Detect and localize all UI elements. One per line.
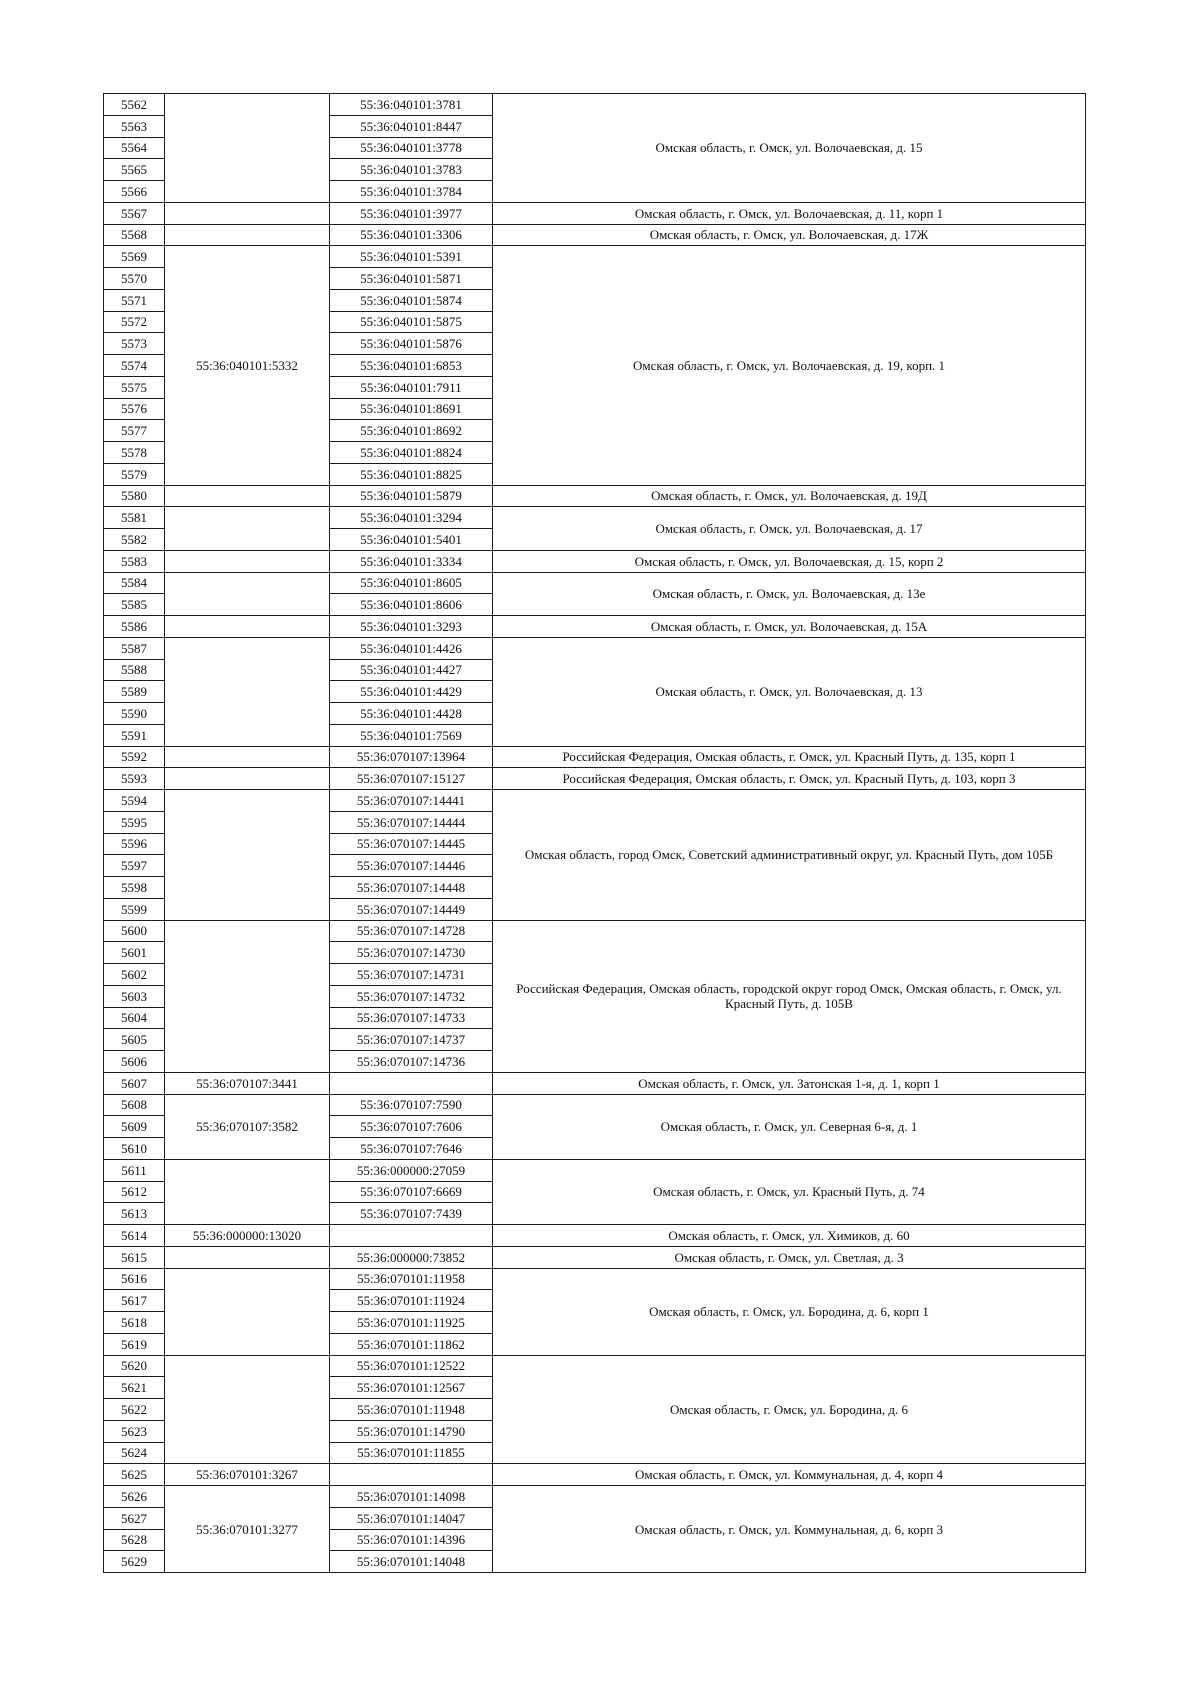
- address: Омская область, г. Омск, ул. Волочаевская, д. 15, корп 2: [493, 550, 1086, 572]
- row-number: 5601: [104, 942, 165, 964]
- table-row: [104, 224, 1086, 246]
- row-number: 5611: [104, 1159, 165, 1181]
- row-number: 5575: [104, 376, 165, 398]
- cadastral-number: 55:36:070107:14448: [330, 877, 493, 899]
- row-number: 5573: [104, 333, 165, 355]
- cadastral-number: 55:36:070107:14736: [330, 1051, 493, 1073]
- cadastral-number: 55:36:070107:14441: [330, 790, 493, 812]
- cadastral-number: 55:36:040101:3781: [330, 94, 493, 116]
- address: Омская область, г. Омск, ул. Затонская 1-я, д. 1, корп 1: [493, 1072, 1086, 1094]
- row-number: 5625: [104, 1464, 165, 1486]
- row-number: 5600: [104, 920, 165, 942]
- table-row: [104, 202, 1086, 224]
- cadastral-number: 55:36:070101:11855: [330, 1442, 493, 1464]
- row-number: 5583: [104, 550, 165, 572]
- row-number: 5622: [104, 1399, 165, 1421]
- cadastral-number: 55:36:000000:73852: [330, 1246, 493, 1268]
- cadastral-number: 55:36:070107:6669: [330, 1181, 493, 1203]
- cadastral-number: 55:36:040101:3293: [330, 616, 493, 638]
- row-number: 5580: [104, 485, 165, 507]
- row-number: 5612: [104, 1181, 165, 1203]
- cadastral-number: 55:36:070107:13964: [330, 746, 493, 768]
- cadastral-number: 55:36:000000:27059: [330, 1159, 493, 1181]
- row-number: 5574: [104, 355, 165, 377]
- cadastral-number: 55:36:040101:8692: [330, 420, 493, 442]
- cadastral-number: 55:36:070107:7606: [330, 1116, 493, 1138]
- cadastral-number: 55:36:040101:8691: [330, 398, 493, 420]
- cadastral-number: 55:36:040101:4428: [330, 703, 493, 725]
- cadastral-number: 55:36:040101:3334: [330, 550, 493, 572]
- parent-cadastral-number: [165, 1246, 330, 1268]
- row-number: 5610: [104, 1138, 165, 1160]
- address: Омская область, г. Омск, ул. Волочаевская, д. 19Д: [493, 485, 1086, 507]
- cadastral-number: 55:36:070101:14048: [330, 1551, 493, 1573]
- cadastral-number: 55:36:040101:4427: [330, 659, 493, 681]
- cadastral-number: 55:36:070101:14790: [330, 1420, 493, 1442]
- cadastral-number: 55:36:070101:11948: [330, 1399, 493, 1421]
- table-row: [104, 1268, 1086, 1290]
- parent-cadastral-number: [165, 94, 330, 203]
- row-number: 5620: [104, 1355, 165, 1377]
- row-number: 5608: [104, 1094, 165, 1116]
- row-number: 5584: [104, 572, 165, 594]
- row-number: 5616: [104, 1268, 165, 1290]
- cadastral-number: [330, 1072, 493, 1094]
- table-row: [104, 1225, 1086, 1247]
- table-row: [104, 746, 1086, 768]
- cadastral-number: 55:36:070107:14444: [330, 811, 493, 833]
- parent-cadastral-number: [165, 1159, 330, 1224]
- row-number: 5615: [104, 1246, 165, 1268]
- row-number: 5627: [104, 1507, 165, 1529]
- cadastral-number: 55:36:040101:3783: [330, 159, 493, 181]
- cadastral-number: 55:36:070107:14728: [330, 920, 493, 942]
- cadastral-number: 55:36:070107:7646: [330, 1138, 493, 1160]
- row-number: 5568: [104, 224, 165, 246]
- cadastral-number: 55:36:070101:11958: [330, 1268, 493, 1290]
- address: Омская область, г. Омск, ул. Волочаевская, д. 11, корп 1: [493, 202, 1086, 224]
- address: Омская область, г. Омск, ул. Волочаевская, д. 13: [493, 637, 1086, 746]
- table-row: [104, 550, 1086, 572]
- cadastral-number: 55:36:040101:5879: [330, 485, 493, 507]
- parent-cadastral-number: [165, 768, 330, 790]
- row-number: 5567: [104, 202, 165, 224]
- cadastral-number: 55:36:040101:8825: [330, 463, 493, 485]
- row-number: 5591: [104, 724, 165, 746]
- table-row: [104, 768, 1086, 790]
- parent-cadastral-number: [165, 507, 330, 551]
- parent-cadastral-number: [165, 550, 330, 572]
- row-number: 5619: [104, 1333, 165, 1355]
- parent-cadastral-number: [165, 485, 330, 507]
- row-number: 5629: [104, 1551, 165, 1573]
- cadastral-number: 55:36:040101:7911: [330, 376, 493, 398]
- parent-cadastral-number: [165, 1355, 330, 1464]
- table-row: [104, 1355, 1086, 1377]
- table-body: [104, 94, 1086, 1573]
- cadastral-number: 55:36:070107:14732: [330, 985, 493, 1007]
- row-number: 5605: [104, 1029, 165, 1051]
- row-number: 5579: [104, 463, 165, 485]
- row-number: 5604: [104, 1007, 165, 1029]
- table-row: [104, 1246, 1086, 1268]
- parent-cadastral-number: 55:36:040101:5332: [165, 246, 330, 485]
- row-number: 5626: [104, 1486, 165, 1508]
- cadastral-number: 55:36:070101:14396: [330, 1529, 493, 1551]
- row-number: 5594: [104, 790, 165, 812]
- parent-cadastral-number: [165, 572, 330, 616]
- row-number: 5624: [104, 1442, 165, 1464]
- address: Омская область, г. Омск, ул. Волочаевская, д. 19, корп. 1: [493, 246, 1086, 485]
- cadastral-number: 55:36:040101:4429: [330, 681, 493, 703]
- row-number: 5623: [104, 1420, 165, 1442]
- cadastral-number: 55:36:070107:14446: [330, 855, 493, 877]
- row-number: 5589: [104, 681, 165, 703]
- address: Омская область, г. Омск, ул. Волочаевская, д. 15: [493, 94, 1086, 203]
- row-number: 5581: [104, 507, 165, 529]
- table-row: [104, 1094, 1086, 1116]
- table-row: [104, 1159, 1086, 1181]
- cadastral-number: 55:36:070101:11924: [330, 1290, 493, 1312]
- table-row: [104, 507, 1086, 529]
- row-number: 5572: [104, 311, 165, 333]
- address: Омская область, г. Омск, ул. Волочаевская, д. 17: [493, 507, 1086, 551]
- address: Омская область, г. Омск, ул. Северная 6-я, д. 1: [493, 1094, 1086, 1159]
- row-number: 5621: [104, 1377, 165, 1399]
- row-number: 5606: [104, 1051, 165, 1073]
- cadastral-number: 55:36:070101:12567: [330, 1377, 493, 1399]
- cadastral-number: [330, 1464, 493, 1486]
- row-number: 5587: [104, 637, 165, 659]
- row-number: 5597: [104, 855, 165, 877]
- row-number: 5590: [104, 703, 165, 725]
- cadastral-number: 55:36:040101:7569: [330, 724, 493, 746]
- cadastral-number: 55:36:040101:5876: [330, 333, 493, 355]
- address: Омская область, г. Омск, ул. Коммунальная, д. 4, корп 4: [493, 1464, 1086, 1486]
- parent-cadastral-number: 55:36:070101:3277: [165, 1486, 330, 1573]
- address: Российская Федерация, Омская область, г. Омск, ул. Красный Путь, д. 135, корп 1: [493, 746, 1086, 768]
- parent-cadastral-number: [165, 637, 330, 746]
- row-number: 5569: [104, 246, 165, 268]
- cadastral-table: [103, 93, 1086, 1573]
- address: Омская область, г. Омск, ул. Красный Путь, д. 74: [493, 1159, 1086, 1224]
- row-number: 5595: [104, 811, 165, 833]
- row-number: 5566: [104, 181, 165, 203]
- address: Омская область, город Омск, Советский административный округ, ул. Красный Путь, дом 105Б: [493, 790, 1086, 921]
- parent-cadastral-number: 55:36:000000:13020: [165, 1225, 330, 1247]
- table-row: [104, 920, 1086, 942]
- table-row: [104, 94, 1086, 116]
- cadastral-number: 55:36:070107:14733: [330, 1007, 493, 1029]
- address: Омская область, г. Омск, ул. Бородина, д. 6, корп 1: [493, 1268, 1086, 1355]
- row-number: 5593: [104, 768, 165, 790]
- cadastral-number: 55:36:070101:14047: [330, 1507, 493, 1529]
- address: Российская Федерация, Омская область, городской округ город Омск, Омская область, г. Омск, ул. Красный Путь, д. 105В: [493, 920, 1086, 1072]
- row-number: 5586: [104, 616, 165, 638]
- cadastral-number: 55:36:070107:7590: [330, 1094, 493, 1116]
- cadastral-number: 55:36:040101:8447: [330, 115, 493, 137]
- cadastral-number: 55:36:040101:3306: [330, 224, 493, 246]
- cadastral-number: 55:36:040101:3977: [330, 202, 493, 224]
- cadastral-number: 55:36:040101:5874: [330, 289, 493, 311]
- cadastral-number: 55:36:040101:5871: [330, 268, 493, 290]
- row-number: 5571: [104, 289, 165, 311]
- cadastral-number: 55:36:070107:7439: [330, 1203, 493, 1225]
- row-number: 5598: [104, 877, 165, 899]
- row-number: 5617: [104, 1290, 165, 1312]
- table-row: [104, 1486, 1086, 1508]
- table-row: [104, 485, 1086, 507]
- address: Омская область, г. Омск, ул. Химиков, д. 60: [493, 1225, 1086, 1247]
- cadastral-number: 55:36:040101:6853: [330, 355, 493, 377]
- row-number: 5596: [104, 833, 165, 855]
- cadastral-number: 55:36:040101:3294: [330, 507, 493, 529]
- parent-cadastral-number: 55:36:070101:3267: [165, 1464, 330, 1486]
- parent-cadastral-number: 55:36:070107:3441: [165, 1072, 330, 1094]
- row-number: 5614: [104, 1225, 165, 1247]
- cadastral-number: 55:36:070107:14445: [330, 833, 493, 855]
- parent-cadastral-number: [165, 1268, 330, 1355]
- cadastral-number: 55:36:070101:14098: [330, 1486, 493, 1508]
- parent-cadastral-number: [165, 790, 330, 921]
- cadastral-number: 55:36:070101:11862: [330, 1333, 493, 1355]
- cadastral-number: 55:36:040101:8606: [330, 594, 493, 616]
- row-number: 5570: [104, 268, 165, 290]
- row-number: 5576: [104, 398, 165, 420]
- table-row: [104, 572, 1086, 594]
- cadastral-number: 55:36:040101:8605: [330, 572, 493, 594]
- row-number: 5607: [104, 1072, 165, 1094]
- cadastral-number: 55:36:070107:14737: [330, 1029, 493, 1051]
- row-number: 5564: [104, 137, 165, 159]
- row-number: 5563: [104, 115, 165, 137]
- table-row: [104, 246, 1086, 268]
- parent-cadastral-number: [165, 202, 330, 224]
- address: Омская область, г. Омск, ул. Бородина, д. 6: [493, 1355, 1086, 1464]
- cadastral-number: 55:36:070101:11925: [330, 1312, 493, 1334]
- cadastral-number: 55:36:040101:3784: [330, 181, 493, 203]
- row-number: 5582: [104, 529, 165, 551]
- table-row: [104, 790, 1086, 812]
- table-row: [104, 1464, 1086, 1486]
- cadastral-number: 55:36:070107:15127: [330, 768, 493, 790]
- parent-cadastral-number: 55:36:070107:3582: [165, 1094, 330, 1159]
- parent-cadastral-number: [165, 920, 330, 1072]
- cadastral-number: 55:36:040101:8824: [330, 442, 493, 464]
- cadastral-number: 55:36:040101:4426: [330, 637, 493, 659]
- cadastral-number: 55:36:070107:14731: [330, 964, 493, 986]
- row-number: 5577: [104, 420, 165, 442]
- row-number: 5599: [104, 898, 165, 920]
- table-row: [104, 1072, 1086, 1094]
- row-number: 5565: [104, 159, 165, 181]
- cadastral-number: 55:36:040101:3778: [330, 137, 493, 159]
- table-row: [104, 637, 1086, 659]
- address: Омская область, г. Омск, ул. Волочаевская, д. 17Ж: [493, 224, 1086, 246]
- row-number: 5588: [104, 659, 165, 681]
- parent-cadastral-number: [165, 224, 330, 246]
- table-row: [104, 616, 1086, 638]
- row-number: 5602: [104, 964, 165, 986]
- row-number: 5628: [104, 1529, 165, 1551]
- row-number: 5578: [104, 442, 165, 464]
- row-number: 5562: [104, 94, 165, 116]
- address: Омская область, г. Омск, ул. Светлая, д. 3: [493, 1246, 1086, 1268]
- cadastral-number: 55:36:070101:12522: [330, 1355, 493, 1377]
- cadastral-number: [330, 1225, 493, 1247]
- row-number: 5613: [104, 1203, 165, 1225]
- parent-cadastral-number: [165, 746, 330, 768]
- cadastral-number: 55:36:040101:5391: [330, 246, 493, 268]
- row-number: 5603: [104, 985, 165, 1007]
- row-number: 5592: [104, 746, 165, 768]
- row-number: 5618: [104, 1312, 165, 1334]
- address: Российская Федерация, Омская область, г. Омск, ул. Красный Путь, д. 103, корп 3: [493, 768, 1086, 790]
- parent-cadastral-number: [165, 616, 330, 638]
- row-number: 5609: [104, 1116, 165, 1138]
- address: Омская область, г. Омск, ул. Волочаевская, д. 15А: [493, 616, 1086, 638]
- cadastral-number: 55:36:070107:14730: [330, 942, 493, 964]
- cadastral-number: 55:36:040101:5401: [330, 529, 493, 551]
- address: Омская область, г. Омск, ул. Волочаевская, д. 13е: [493, 572, 1086, 616]
- row-number: 5585: [104, 594, 165, 616]
- address: Омская область, г. Омск, ул. Коммунальная, д. 6, корп 3: [493, 1486, 1086, 1573]
- cadastral-number: 55:36:070107:14449: [330, 898, 493, 920]
- cadastral-number: 55:36:040101:5875: [330, 311, 493, 333]
